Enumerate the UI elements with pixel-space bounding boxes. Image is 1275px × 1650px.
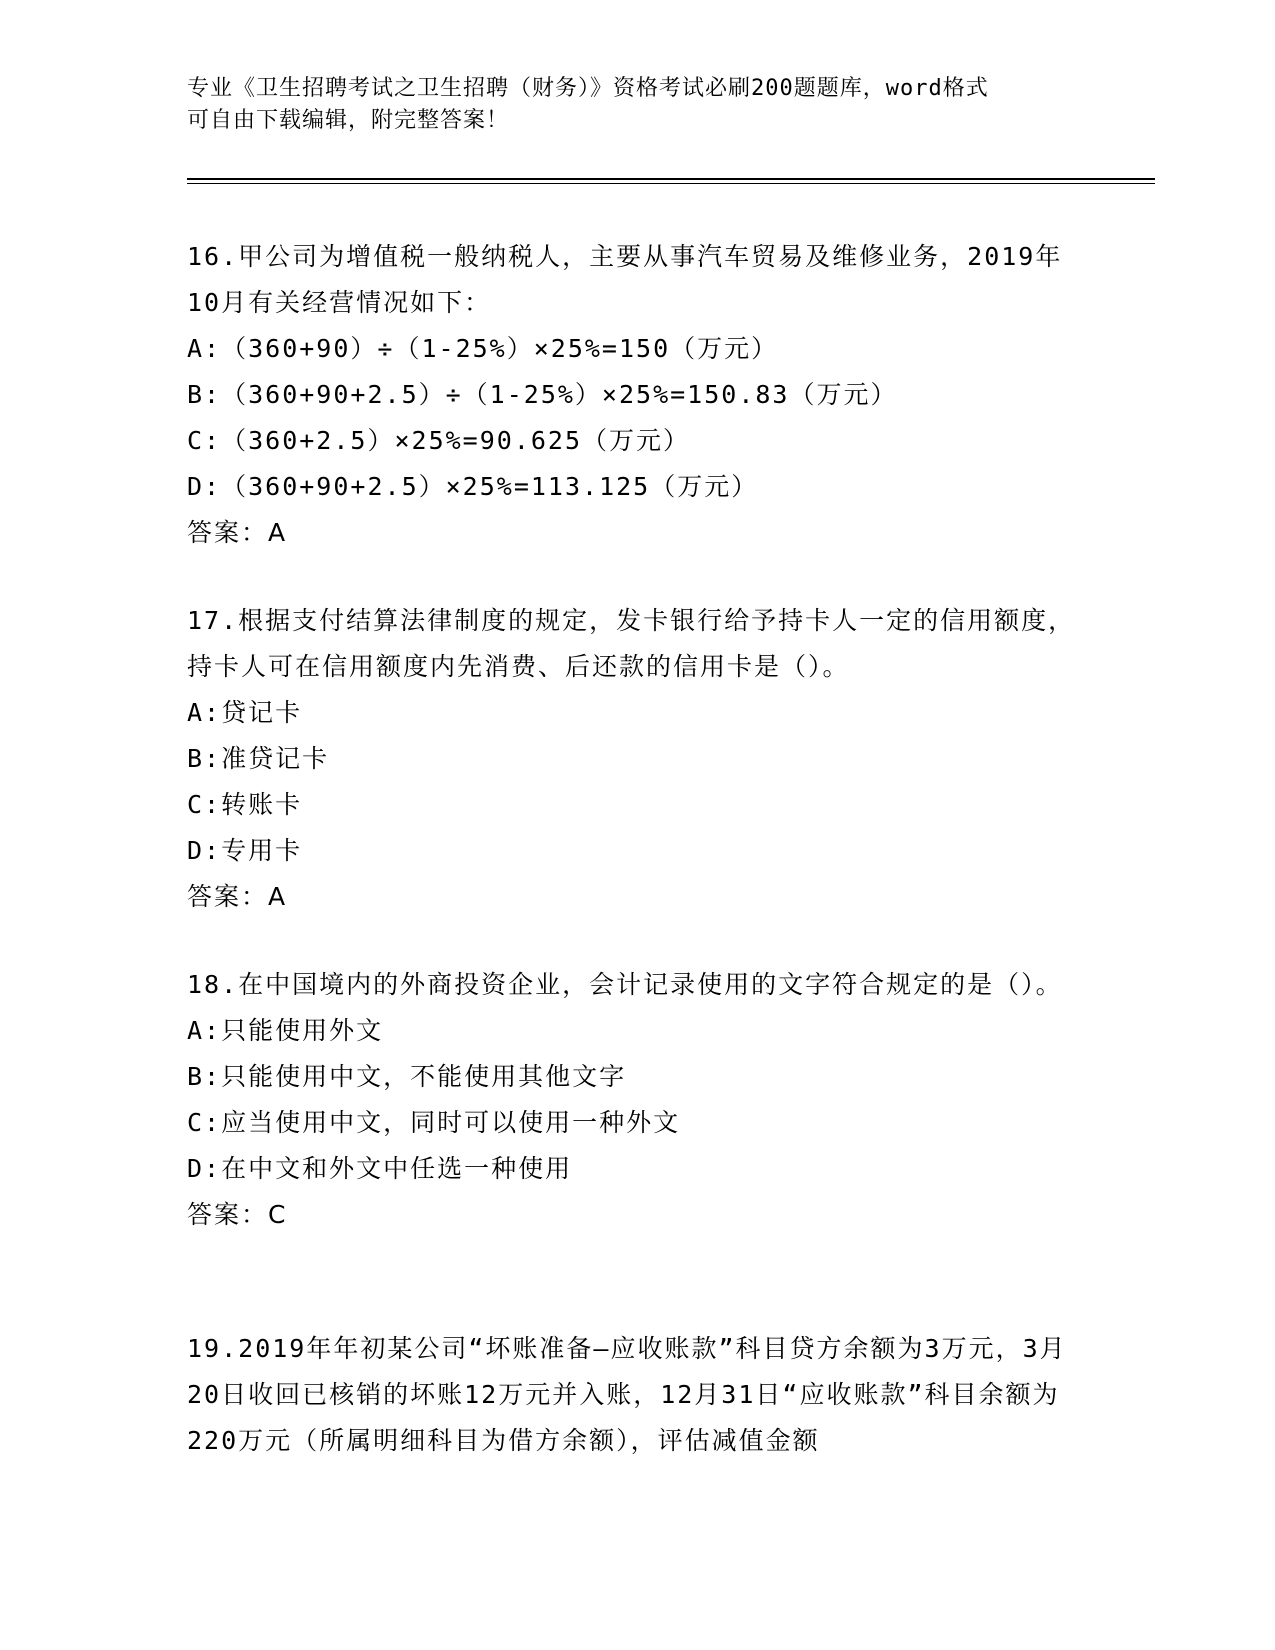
question-stem: 16.甲公司为增值税一般纳税人，主要从事汽车贸易及维修业务，2019年10月有关经营情况如下： — [187, 242, 1063, 317]
header-line-2: 可自由下载编辑，附完整答案！ — [187, 108, 510, 133]
document-header — [187, 73, 1087, 137]
question-16 — [187, 234, 1087, 556]
answer-line: 答案：A — [187, 518, 288, 547]
header-divider-thin — [187, 183, 1155, 184]
option-c: C:应当使用中文，同时可以使用一种外文 — [187, 1108, 681, 1137]
question-17 — [187, 598, 1087, 920]
question-stem: 18.在中国境内的外商投资企业，会计记录使用的文字符合规定的是（）。 — [187, 970, 1063, 999]
option-d: D:（360+90+2.5）×25%=113.125（万元） — [187, 472, 759, 501]
question-19 — [187, 1326, 1087, 1464]
header-line-1: 专业《卫生招聘考试之卫生招聘（财务）》资格考试必刷200题题库，word格式 — [187, 76, 989, 101]
option-a: A:只能使用外文 — [187, 1016, 384, 1045]
option-d: D:在中文和外文中任选一种使用 — [187, 1154, 573, 1183]
answer-line: 答案：C — [187, 1200, 288, 1229]
option-b: B:准贷记卡 — [187, 744, 330, 773]
option-d: D:专用卡 — [187, 836, 303, 865]
option-a: A:（360+90）÷（1-25%）×25%=150（万元） — [187, 334, 779, 363]
option-c: C:（360+2.5）×25%=90.625（万元） — [187, 426, 691, 455]
question-18 — [187, 962, 1087, 1238]
question-stem: 19.2019年年初某公司“坏账准备—应收账款”科目贷方余额为3万元，3月20日收回已核销的坏账12万元并入账，12月31日“应收账款”科目余额为220万元（所属明细科目为借方余额），评估减值金额 — [187, 1334, 1067, 1455]
question-stem: 17.根据支付结算法律制度的规定，发卡银行给予持卡人一定的信用额度，持卡人可在信用额度内先消费、后还款的信用卡是（）。 — [187, 606, 1076, 681]
option-a: A:贷记卡 — [187, 698, 303, 727]
option-b: B:（360+90+2.5）÷（1-25%）×25%=150.83（万元） — [187, 380, 898, 409]
option-b: B:只能使用中文，不能使用其他文字 — [187, 1062, 627, 1091]
header-divider-thick — [187, 178, 1155, 180]
option-c: C:转账卡 — [187, 790, 303, 819]
answer-line: 答案：A — [187, 882, 288, 911]
